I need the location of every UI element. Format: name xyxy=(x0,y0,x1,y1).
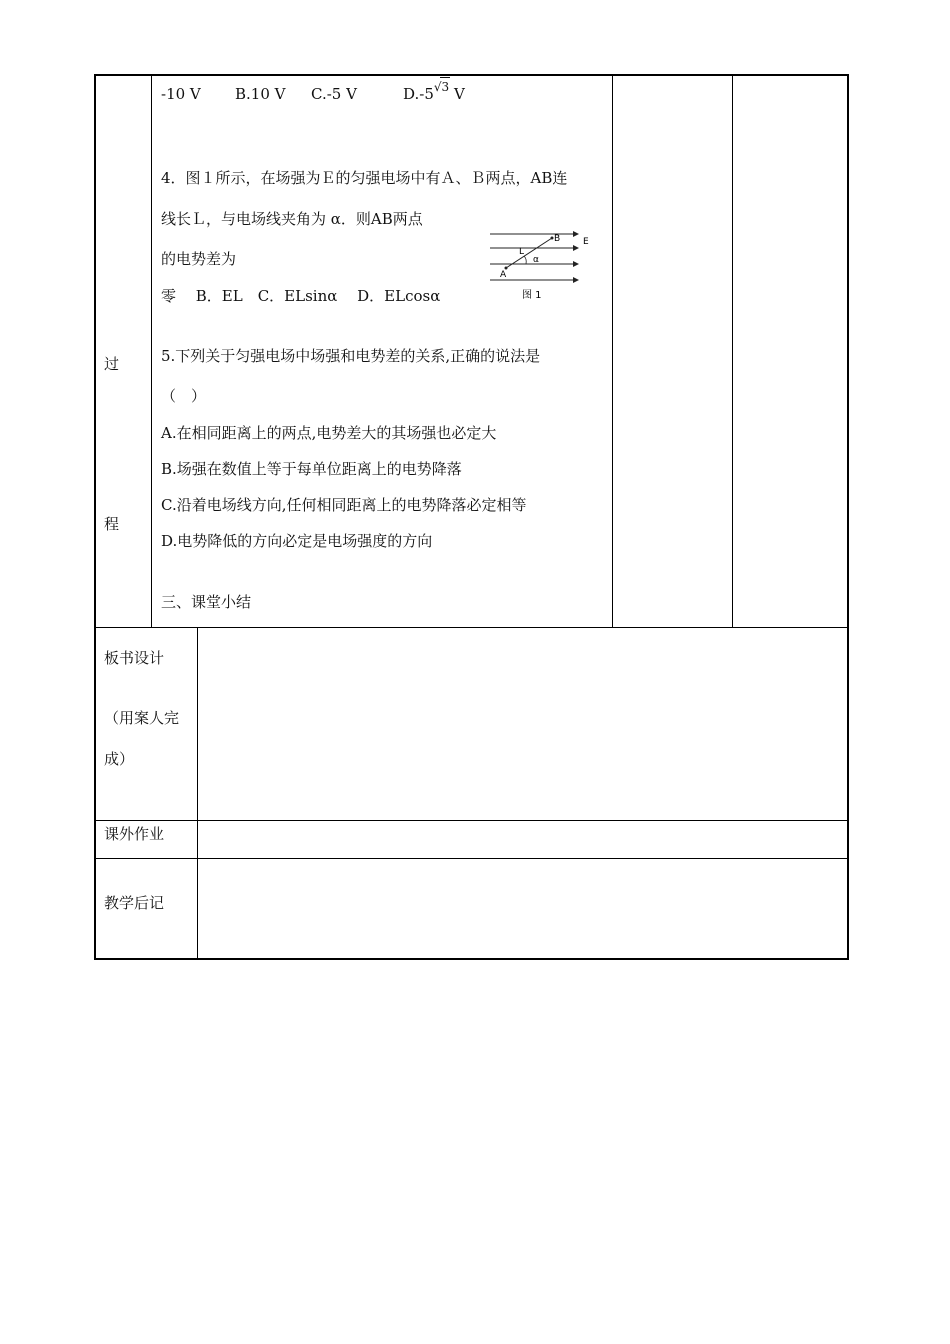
board-design-label: 板书设计 xyxy=(104,649,165,667)
q3-option-d xyxy=(403,80,465,105)
column-divider-label xyxy=(151,74,152,628)
board-design-note-2: 成） xyxy=(104,750,135,768)
q3-option-c: C.-5 V xyxy=(311,85,357,103)
q3-option-d-radicand: 3 xyxy=(441,80,450,94)
column-divider-lower xyxy=(197,627,198,959)
column-divider-notes xyxy=(732,74,733,628)
board-design-note-1: （用案人完 xyxy=(104,709,180,727)
figure-caption: 图 1 xyxy=(522,290,542,301)
q4-line-3: 的电势差为 xyxy=(161,250,237,268)
row-divider-homework xyxy=(94,858,849,859)
row-divider-process xyxy=(94,627,849,628)
homework-label: 课外作业 xyxy=(104,825,165,843)
q4-line-2: 线长Ｌ，与电场线夹角为 α．则AB两点 xyxy=(161,210,423,228)
label-alpha: α xyxy=(533,255,539,265)
figure-1-diagram xyxy=(486,224,598,308)
q5-option-d: D.电势降低的方向必定是电场强度的方向 xyxy=(161,532,433,550)
q3-option-d-prefix: D.-5 xyxy=(403,85,434,103)
q4-options: 零 B．EL C．ELsinα D．ELcosα xyxy=(161,287,441,305)
q5-option-b: B.场强在数值上等于每单位距离上的电势降落 xyxy=(161,460,462,478)
label-b: B xyxy=(554,234,561,244)
sqrt-symbol: √ 3 xyxy=(434,77,449,97)
reflection-label: 教学后记 xyxy=(104,894,165,912)
column-divider-content xyxy=(612,74,613,628)
process-label-top: 过 xyxy=(104,355,120,373)
q3-option-a: -10 V xyxy=(161,85,201,103)
q3-option-d-suffix: V xyxy=(453,85,465,103)
q3-option-b: B.10 V xyxy=(235,85,286,103)
summary-heading: 三、课堂小结 xyxy=(161,593,252,611)
row-divider-board xyxy=(94,820,849,821)
q5-option-c: C.沿着电场线方向,任何相同距离上的电势降落必定相等 xyxy=(161,496,527,514)
label-l: L xyxy=(519,247,525,257)
label-e: E xyxy=(583,237,589,247)
table-border-top xyxy=(94,74,849,76)
label-a: A xyxy=(500,270,507,280)
table-border-right xyxy=(847,74,849,960)
process-label-bottom: 程 xyxy=(104,515,120,533)
q5-option-a: A.在相同距离上的两点,电势差大的其场强也必定大 xyxy=(161,424,497,442)
table-border-left xyxy=(94,74,96,960)
table-border-bottom xyxy=(94,958,849,960)
q5-stem: 5.下列关于匀强电场中场强和电势差的关系,正确的说法是 xyxy=(161,347,541,365)
q5-answer-paren: （ ） xyxy=(161,387,207,405)
q4-line-1: 4．图１所示，在场强为Ｅ的匀强电场中有Ａ、Ｂ两点，AB连 xyxy=(161,169,568,187)
angle-arc xyxy=(524,256,526,264)
